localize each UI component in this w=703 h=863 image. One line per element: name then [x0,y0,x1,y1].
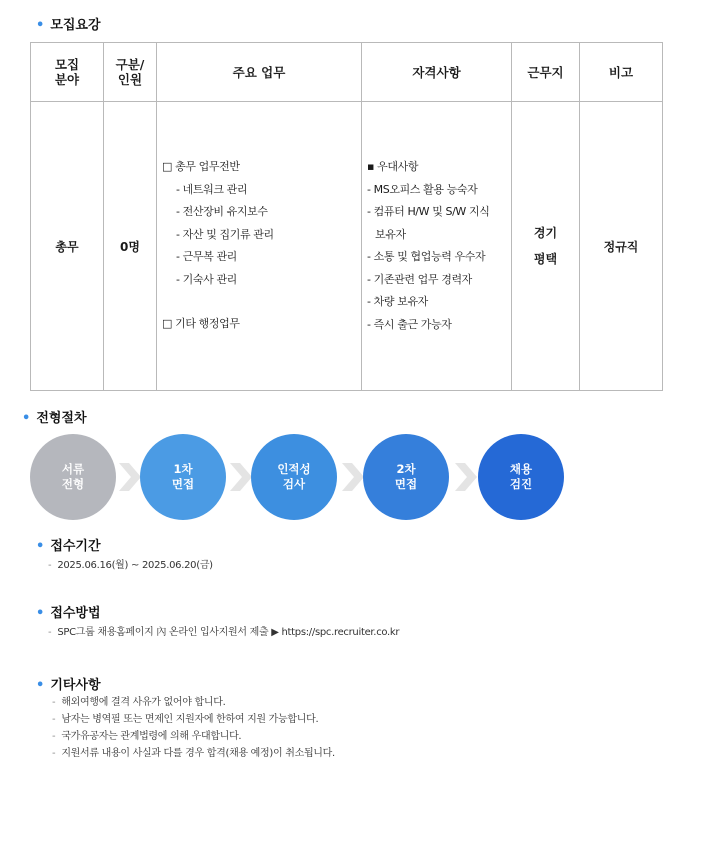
qualification-item: - 소통 및 협업능력 우수자 [367,250,486,263]
location-line2: 평택 [533,252,558,266]
recruit-title-text: 모집요강 [50,18,101,33]
bullet-icon: • [36,606,45,621]
list-item: - 국가유공자는 관계법령에 의해 우대합니다. [52,731,242,742]
duty-item: - 전산장비 유지보수 [176,205,268,219]
bullet-icon: • [36,539,45,554]
process-title-text: 전형절차 [36,411,87,426]
cell-duties [157,102,362,391]
step-label: 1차 [173,462,193,476]
process-section-title [22,407,87,426]
list-item: - 남자는 병역필 또는 면제인 지원자에 한하여 지원 가능합니다. [52,714,319,725]
chevron-right-icon [453,463,477,491]
recruit-section-title [36,14,101,33]
process-step-3 [251,434,337,520]
bullet-icon: • [36,18,45,33]
period-value: 2025.06.16(월) ~ 2025.06.20(금) [57,560,213,571]
step-label: 인적성 [277,462,311,476]
qualification-item: - MS오피스 활용 능숙자 [367,182,478,196]
process-steps [30,434,590,520]
duty-group-2: □ 기타 행정업무 [162,317,240,331]
step-label: 면접 [171,477,195,491]
header-note: 비고 [580,43,663,102]
duty-group-1: □ 총무 업무전반 [162,160,240,174]
qualification-heading: ▪ 우대사항 [367,160,419,173]
chevron-right-icon [228,463,252,491]
duty-item: - 네트워크 관리 [176,182,248,196]
qualification-item: - 컴퓨터 H/W 및 S/W 지식 [367,205,490,218]
qualification-item: 보유자 [375,227,406,241]
chevron-right-icon [340,463,364,491]
cell-qualifications [362,102,512,391]
method-value: SPC그룹 채용홈페이지 內 온라인 입사지원서 제출 ▶ https://spc.recruiter.co.kr [57,627,400,638]
process-step-1 [30,434,116,520]
step-label: 검사 [282,477,306,491]
duty-item: - 기숙사 관리 [176,272,237,286]
bullet-icon: • [22,411,31,426]
bullet-icon: • [36,678,45,693]
process-step-4 [363,434,449,520]
method-section-title [36,602,101,621]
header-location: 근무지 [512,43,580,102]
qualification-item: - 즉시 출근 가능자 [367,317,452,331]
recruit-table [30,42,663,391]
cell-field: 총무 [31,102,104,391]
qualification-item: - 차량 보유자 [367,295,428,308]
table-row [31,102,663,391]
period-text: - 2025.06.16(월) ~ 2025.06.20(금) [48,560,213,571]
cell-location [512,102,580,391]
process-step-5 [478,434,564,520]
step-label: 전형 [61,477,85,491]
cell-count: 0명 [104,102,157,391]
header-qualifications: 자격사항 [362,43,512,102]
etc-list [52,694,335,762]
step-label: 서류 [61,462,85,476]
step-label: 채용 [509,462,533,476]
etc-section-title [36,674,101,693]
header-field: 모집 분야 [31,43,104,102]
table-header-row [31,43,663,102]
header-count: 구분/ 인원 [104,43,157,102]
method-title-text: 접수방법 [50,606,101,621]
duty-item: - 근무복 관리 [176,250,237,264]
process-step-2 [140,434,226,520]
list-item: - 해외여행에 결격 사유가 없어야 합니다. [52,697,226,708]
location-line1: 경기 [533,226,558,240]
etc-title-text: 기타사항 [50,678,101,693]
header-duties: 주요 업무 [157,43,362,102]
step-label: 2차 [396,462,416,476]
cell-note: 정규직 [580,102,663,391]
period-section-title [36,535,101,554]
period-title-text: 접수기간 [50,539,101,554]
chevron-right-icon [117,463,141,491]
qualification-item: - 기존관련 업무 경력자 [367,272,472,286]
step-label: 검진 [509,477,533,491]
method-text: - SPC그룹 채용홈페이지 內 온라인 입사지원서 제출 ▶ https://spc.recruiter.co.kr [48,627,400,638]
step-label: 면접 [394,477,418,491]
duty-item: - 자산 및 집기류 관리 [176,227,274,241]
list-item: - 지원서류 내용이 사실과 다를 경우 합격(채용 예정)이 취소됩니다. [52,748,335,759]
